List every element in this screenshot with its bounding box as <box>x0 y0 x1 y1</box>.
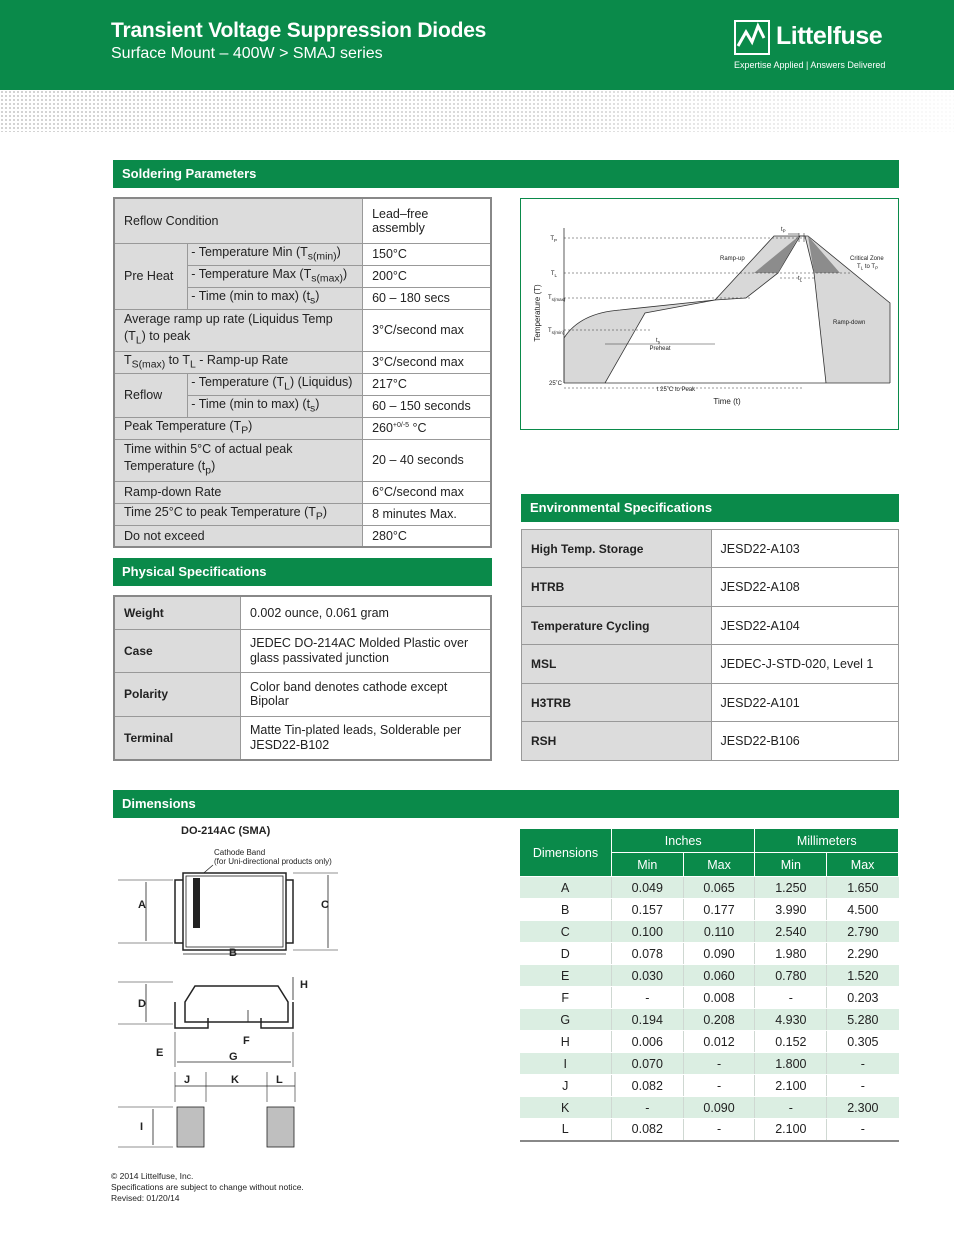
table-cell: 0.082 <box>611 1075 683 1097</box>
dim-b-label: B <box>229 947 237 959</box>
do-not-exceed-value: 280°C <box>363 525 491 547</box>
y-axis-label: Temperature (T) <box>533 284 542 342</box>
table-cell: 1.650 <box>827 877 899 899</box>
time-to-peak-label: t 25˚C to Peak <box>656 387 696 393</box>
table-cell: J <box>520 1075 612 1097</box>
footprint-pad-left <box>177 1107 204 1147</box>
table-cell: 4.930 <box>755 1009 827 1031</box>
dim-k-label: K <box>231 1074 239 1086</box>
table-cell: 2.100 <box>755 1119 827 1141</box>
footer <box>111 1171 304 1204</box>
table-row <box>520 1075 899 1097</box>
logo-wordmark: Littelfuse <box>776 22 883 50</box>
table-cell: 0.065 <box>683 877 755 899</box>
critical-zone-label: Critical Zone <box>850 256 884 262</box>
table-cell: 0.305 <box>827 1031 899 1053</box>
table-cell: 0.152 <box>755 1031 827 1053</box>
dim-d-label: D <box>138 998 146 1010</box>
table-cell: 2.790 <box>827 921 899 943</box>
col-millimeters: Millimeters <box>755 829 899 853</box>
littelfuse-logo <box>734 20 904 75</box>
table-cell: K <box>520 1097 612 1119</box>
table-cell: - <box>755 1097 827 1119</box>
table-cell: H <box>520 1031 612 1053</box>
table-cell: 0.090 <box>683 943 755 965</box>
table-cell: A <box>520 877 612 899</box>
dim-a-label: A <box>138 899 146 911</box>
table-cell: - <box>611 987 683 1009</box>
table-cell: - <box>683 1119 755 1141</box>
environmental-heading: Environmental Specifications <box>521 494 899 522</box>
time-to-peak-label: Time 25°C to peak Temperature $(T_P)$ <box>114 503 363 525</box>
revision-date: Revised: 01/20/14 <box>111 1193 180 1203</box>
physical-heading: Physical Specifications <box>113 558 492 586</box>
env-row-label: HTRB <box>522 568 712 607</box>
ramp-up-label: Ramp-up <box>720 256 745 262</box>
table-cell: 0.008 <box>683 987 755 1009</box>
table-cell: - <box>827 1119 899 1141</box>
table-cell: 4.500 <box>827 899 899 921</box>
dim-c-label: C <box>321 899 329 911</box>
tsmax-to-tl-value: 3°C/second max <box>363 351 491 373</box>
reflow-profile-diagram <box>520 198 899 430</box>
table-cell: - <box>827 1075 899 1097</box>
table-cell: 0.012 <box>683 1031 755 1053</box>
col-in-max: Max <box>683 853 755 877</box>
table-cell: 1.520 <box>827 965 899 987</box>
dimensions-heading: Dimensions <box>113 790 899 818</box>
table-cell: 0.110 <box>683 921 755 943</box>
table-cell: 1.980 <box>755 943 827 965</box>
polarity-label: Polarity <box>114 672 240 716</box>
cathode-band-note: (for Uni-directional products only) <box>214 857 332 866</box>
env-row-label: High Temp. Storage <box>522 530 712 568</box>
env-row-label: H3TRB <box>522 684 712 722</box>
cathode-band <box>193 878 200 928</box>
reflow-time-value: 60 – 150 seconds <box>363 395 491 417</box>
table-cell: - <box>683 1075 755 1097</box>
table-cell: 1.800 <box>755 1053 827 1075</box>
x-axis-label: Time (t) <box>713 397 741 406</box>
critical-zone-range: $T_L$ to $T_P$ <box>857 264 879 271</box>
liquidus-temp-value: 217°C <box>363 373 491 395</box>
table-cell: 0.082 <box>611 1119 683 1141</box>
col-dimensions: Dimensions <box>520 829 612 877</box>
table-cell: 2.290 <box>827 943 899 965</box>
package-drawing <box>113 822 403 1152</box>
table-row <box>520 943 899 965</box>
tsmax-label: $T_{s(max)}$ <box>548 295 566 302</box>
do-not-exceed-label: Do not exceed <box>114 525 363 547</box>
reflow-time-label: - Time (min to max) $(t_s)$ <box>188 395 363 417</box>
tp-label: $T_P$ <box>550 236 557 243</box>
table-row <box>520 1053 899 1075</box>
env-row-value: JESD22-A104 <box>711 607 898 645</box>
preheat-label: Pre Heat <box>114 243 188 309</box>
table-cell: 0.030 <box>611 965 683 987</box>
env-row-value: JEDEC-J-STD-020, Level 1 <box>711 645 898 684</box>
dim-i-label: I <box>140 1121 144 1133</box>
logo-tagline: Expertise Applied | Answers Delivered <box>734 60 886 70</box>
table-row <box>520 1119 899 1141</box>
preheat-label: Preheat <box>649 346 671 352</box>
table-cell: E <box>520 965 612 987</box>
page-header <box>0 0 954 90</box>
table-cell: F <box>520 987 612 1009</box>
change-notice: Specifications are subject to change without notice. <box>111 1182 304 1192</box>
cathode-band-label: Cathode Band <box>214 848 266 857</box>
table-row <box>520 899 899 921</box>
col-inches: Inches <box>611 829 755 853</box>
table-cell: 5.280 <box>827 1009 899 1031</box>
table-cell: 2.100 <box>755 1075 827 1097</box>
tmin-label: - Temperature Min $(T_{s(min)})$ <box>188 243 363 265</box>
case-value: JEDEC DO-214AC Molded Plastic over glass passivated junction <box>240 629 491 672</box>
peak-temp-value: $260^{+0/-5}$ °C <box>363 417 491 439</box>
ramp-rate-value: 3°C/second max <box>363 309 491 351</box>
ts-label: $t_s$ <box>656 338 660 345</box>
col-in-min: Min <box>611 853 683 877</box>
table-cell: 0.078 <box>611 943 683 965</box>
tmax-value: 200°C <box>363 265 491 287</box>
reflow-condition-value: Lead–free assembly <box>363 198 491 243</box>
table-cell: 0.090 <box>683 1097 755 1119</box>
polarity-value: Color band denotes cathode except Bipolar <box>240 672 491 716</box>
tl-small-label: $t_L$ <box>798 276 803 283</box>
dim-j-label: J <box>184 1074 191 1086</box>
dim-g-label: G <box>229 1051 238 1063</box>
soldering-table <box>113 197 492 548</box>
table-cell: D <box>520 943 612 965</box>
reflow-label: Reflow <box>114 373 188 417</box>
tl-label: $T_L$ <box>550 271 557 278</box>
table-row <box>520 1009 899 1031</box>
table-cell: B <box>520 899 612 921</box>
svg-text:Temperature (T) <box>533 284 542 342</box>
copyright: © 2014 Littelfuse, Inc. <box>111 1171 194 1181</box>
table-row <box>520 965 899 987</box>
table-row <box>520 877 899 899</box>
terminal-value: Matte Tin-plated leads, Solderable per JESD22-B102 <box>240 716 491 760</box>
page-title: Transient Voltage Suppression Diodes <box>111 19 487 42</box>
table-cell: - <box>683 1053 755 1075</box>
decorative-dot-band <box>0 90 954 132</box>
case-label: Case <box>114 629 240 672</box>
peak-temp-label: Peak Temperature $(T_P)$ <box>114 417 363 439</box>
table-cell: - <box>611 1097 683 1119</box>
table-cell: 0.157 <box>611 899 683 921</box>
time-within-peak-label: Time within 5°C of actual peak Temperature $(t_p)$ <box>114 439 363 481</box>
env-row-value: JESD22-B106 <box>711 722 898 761</box>
table-cell: L <box>520 1119 612 1141</box>
table-cell: 2.540 <box>755 921 827 943</box>
preheat-time-label: - Time (min to max) $(t_s)$ <box>188 287 363 309</box>
liquidus-temp-label: - Temperature $(T_L)$ (Liquidus) <box>188 373 363 395</box>
env-row-label: Temperature Cycling <box>522 607 712 645</box>
ramp-rate-label: Average ramp up rate (Liquidus Temp $(T_L)$ to peak <box>114 309 363 351</box>
table-row <box>520 1097 899 1119</box>
table-cell: C <box>520 921 612 943</box>
table-cell: - <box>755 987 827 1009</box>
tsmax-to-tl-label: $T_{S(max)}$ to $T_L$ - Ramp-up Rate <box>114 351 363 373</box>
page-subtitle: Surface Mount – 400W > SMAJ series <box>111 45 383 62</box>
table-cell: 0.177 <box>683 899 755 921</box>
weight-label: Weight <box>114 596 240 629</box>
dim-e-label: E <box>156 1047 164 1059</box>
soldering-heading: Soldering Parameters <box>113 160 899 188</box>
rampdown-label: Ramp-down Rate <box>114 481 363 503</box>
table-cell: 2.300 <box>827 1097 899 1119</box>
table-cell: G <box>520 1009 612 1031</box>
table-cell: 0.208 <box>683 1009 755 1031</box>
weight-value: 0.002 ounce, 0.061 gram <box>240 596 491 629</box>
time-to-peak-value: 8 minutes Max. <box>363 503 491 525</box>
preheat-time-value: 60 – 180 secs <box>363 287 491 309</box>
tmin-value: 150°C <box>363 243 491 265</box>
table-row <box>520 921 899 943</box>
env-row-value: JESD22-A101 <box>711 684 898 722</box>
reflow-condition-label: Reflow Condition <box>114 198 363 243</box>
logo-mark-icon <box>734 20 772 56</box>
table-cell: 0.049 <box>611 877 683 899</box>
table-cell: 0.100 <box>611 921 683 943</box>
env-row-label: RSH <box>522 722 712 761</box>
rampdown-value: 6°C/second max <box>363 481 491 503</box>
environmental-table <box>521 529 899 761</box>
ramp-down-label: Ramp-down <box>833 320 866 326</box>
dim-l-label: L <box>276 1074 283 1086</box>
table-cell: - <box>827 1053 899 1075</box>
terminal-label: Terminal <box>114 716 240 760</box>
table-cell: 3.990 <box>755 899 827 921</box>
env-row-label: MSL <box>522 645 712 684</box>
col-mm-max: Max <box>827 853 899 877</box>
tmax-label: - Temperature Max $(T_{s(max)})$ <box>188 265 363 287</box>
table-cell: I <box>520 1053 612 1075</box>
footprint-pad-right <box>267 1107 294 1147</box>
table-cell: 0.780 <box>755 965 827 987</box>
dimensions-table <box>519 828 899 1142</box>
table-cell: 1.250 <box>755 877 827 899</box>
t25-label: 25˚C <box>548 381 562 387</box>
env-row-value: JESD22-A103 <box>711 530 898 568</box>
table-cell: 0.006 <box>611 1031 683 1053</box>
dim-f-label: F <box>243 1035 250 1047</box>
table-row <box>520 1031 899 1053</box>
col-mm-min: Min <box>755 853 827 877</box>
time-within-peak-value: 20 – 40 seconds <box>363 439 491 481</box>
tp-small-label: $t_P$ <box>781 227 786 234</box>
tsmin-label: $T_{s(min)}$ <box>548 328 565 335</box>
svg-text:Time (t) <box>713 397 741 406</box>
table-row <box>520 987 899 1009</box>
physical-table <box>113 595 492 761</box>
dim-h-label: H <box>300 979 308 991</box>
table-cell: 0.203 <box>827 987 899 1009</box>
table-cell: 0.194 <box>611 1009 683 1031</box>
table-cell: 0.060 <box>683 965 755 987</box>
table-cell: 0.070 <box>611 1053 683 1075</box>
package-name: DO-214AC (SMA) <box>181 825 271 837</box>
env-row-value: JESD22-A108 <box>711 568 898 607</box>
